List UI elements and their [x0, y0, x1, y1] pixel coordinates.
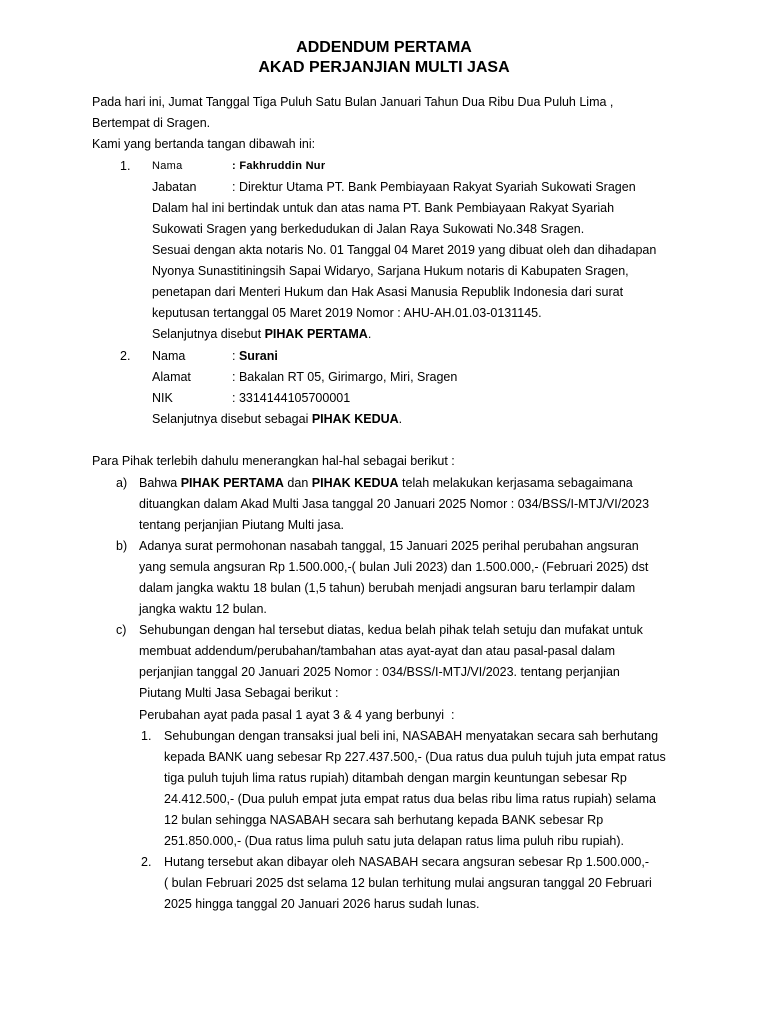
item-a-line2: dituangkan dalam Akad Multi Jasa tanggal 20 Januari 2025 Nomor : 034/BSS/I-MTJ/VI/2023 [139, 497, 650, 511]
sub1-line2: kepada BANK uang sebesar Rp 227.437.500,- (Dua ratus dua puluh tujuh juta empat ratus [164, 750, 666, 764]
party2-designation-prefix: Selanjutnya disebut sebagai [152, 412, 312, 426]
party2-name-row [152, 346, 675, 367]
item-c-line1: Sehubungan dengan hal tersebut diatas, kedua belah pihak telah setuju dan mufakat untuk [139, 623, 643, 637]
party2-designation-term: PIHAK KEDUA [311, 412, 399, 426]
party1-jabatan-value: : Direktur Utama PT. Bank Pembiayaan Rakyat Syariah Sukowati Sragen [232, 180, 636, 194]
document-title-line2: AKAD PERJANJIAN MULTI JASA [258, 59, 510, 76]
party2-designation-suffix: . [398, 412, 403, 426]
party1-designation-term: PIHAK PERTAMA [264, 327, 368, 341]
party2-alamat-row [152, 367, 675, 388]
party1-jabatan-label: Jabatan [152, 180, 197, 194]
party2-name-value: Surani [238, 349, 278, 363]
item-b-marker: b) [116, 539, 128, 553]
sub2-marker: 2. [141, 855, 152, 869]
item-b-line3: dalam jangka waktu 18 bulan (1,5 tahun) berubah menjadi angsuran baru terlampir dalam [139, 581, 636, 595]
party2-alamat-label: Alamat [152, 370, 191, 384]
recitals-intro: Para Pihak terlebih dahulu menerangkan hal-hal sebagai berikut : [92, 454, 455, 468]
party2-nik-value: : 3314144105700001 [232, 391, 351, 405]
party2-nik-label: NIK [152, 391, 173, 405]
party1-name-label: Nama [152, 160, 183, 172]
party2-nik-row [152, 388, 675, 409]
item-a-line3: tentang perjanjian Piutang Multi jasa. [139, 518, 344, 532]
item-a-text-3: telah melakukan kerjasama sebagaimana [398, 476, 633, 490]
opening-line1: Pada hari ini, Jumat Tanggal Tiga Puluh Satu Bulan Januari Tahun Dua Ribu Dua Puluh Lima , [92, 95, 614, 109]
party2-designation [152, 409, 402, 430]
item-b-line1: Adanya surat permohonan nasabah tanggal, 15 Januari 2025 perihal perubahan angsuran [139, 539, 639, 553]
party1-acting-line2: Sukowati Sragen yang berkedudukan di Jalan Raya Sukowati No.348 Sragen. [152, 222, 585, 236]
sub1-line4: 24.412.500,- (Dua puluh empat juta empat ratus dua belas ribu lima ratus rupiah) selama [164, 792, 656, 806]
sub1-line6: 251.850.000,- (Dua ratus lima puluh satu juta delapan ratus lima puluh ribu rupiah). [164, 834, 624, 848]
item-a-text-1: Bahwa [139, 476, 181, 490]
item-c-line3: perjanjian tanggal 20 Januari 2025 Nomor : 034/BSS/I-MTJ/VI/2023. tentang perjanjian [139, 665, 620, 679]
party1-designation [152, 324, 371, 345]
sub1-marker: 1. [141, 729, 152, 743]
item-b-line4: jangka waktu 12 bulan. [139, 602, 267, 616]
party2-number: 2. [120, 349, 131, 363]
party2-name-colon: : [232, 349, 239, 363]
opening-line3: Kami yang bertanda tangan dibawah ini: [92, 137, 316, 151]
party1-akta-line3: penetapan dari Menteri Hukum dan Hak Asasi Manusia Republik Indonesia dari surat [152, 285, 624, 299]
party1-akta-line1: Sesuai dengan akta notaris No. 01 Tanggal 04 Maret 2019 yang dibuat oleh dan dihadapan [152, 243, 657, 257]
party2-name-label: Nama [152, 349, 186, 363]
sub1-line1: Sehubungan dengan transaksi jual beli ini, NASABAH menyatakan secara sah berhutang [164, 729, 659, 743]
opening-line2: Bertempat di Sragen. [92, 116, 211, 130]
item-a-line1 [139, 473, 675, 494]
party1-name-row [152, 156, 675, 177]
sub2-line1: Hutang tersebut akan dibayar oleh NASABAH secara angsuran sebesar Rp 1.500.000,- [164, 855, 650, 869]
item-c-line5: Perubahan ayat pada pasal 1 ayat 3 & 4 yang berbunyi : [139, 708, 455, 722]
item-a-pihak-kedua: PIHAK KEDUA [311, 476, 399, 490]
item-c-marker: c) [116, 623, 127, 637]
item-a-marker: a) [116, 476, 128, 490]
item-a-pihak-pertama: PIHAK PERTAMA [180, 476, 284, 490]
sub1-line5: 12 bulan sehingga NASABAH secara sah berhutang kepada BANK sebesar Rp [164, 813, 604, 827]
party1-designation-prefix: Selanjutnya disebut [152, 327, 265, 341]
party1-acting-line1: Dalam hal ini bertindak untuk dan atas nama PT. Bank Pembiayaan Rakyat Syariah [152, 201, 615, 215]
party1-akta-line2: Nyonya Sunastitiningsih Sapai Widaryo, Sarjana Hukum notaris di Kabupaten Sragen, [152, 264, 629, 278]
sub2-line3: 2025 hingga tanggal 20 Januari 2026 harus sudah lunas. [164, 897, 480, 911]
item-c-line2: membuat addendum/perubahan/tambahan atas ayat-ayat dan atau pasal-pasal dalam [139, 644, 616, 658]
party1-jabatan-row [152, 177, 675, 198]
party2-alamat-value: : Bakalan RT 05, Girimargo, Miri, Sragen [232, 370, 458, 384]
party1-designation-suffix: . [367, 327, 372, 341]
party1-akta-line4: keputusan tertanggal 05 Maret 2019 Nomor : AHU-AH.01.03-0131145. [152, 306, 542, 320]
party1-name-value: : Fakhruddin Nur [232, 160, 326, 172]
party1-number: 1. [120, 159, 131, 173]
item-b-line2: yang semula angsuran Rp 1.500.000,-( bulan Juli 2023) dan 1.500.000,- (Februari 2025) dst [139, 560, 649, 574]
sub1-line3: tiga puluh tujuh lima ratus rupiah) ditambah dengan margin keuntungan sebesar Rp [164, 771, 627, 785]
sub2-line2: ( bulan Februari 2025 dst selama 12 bulan terhitung mulai angsuran tanggal 20 Februari [164, 876, 652, 890]
item-a-text-2: dan [283, 476, 312, 490]
item-c-line4: Piutang Multi Jasa Sebagai berikut : [139, 686, 339, 700]
document-title-line1: ADDENDUM PERTAMA [296, 39, 472, 56]
